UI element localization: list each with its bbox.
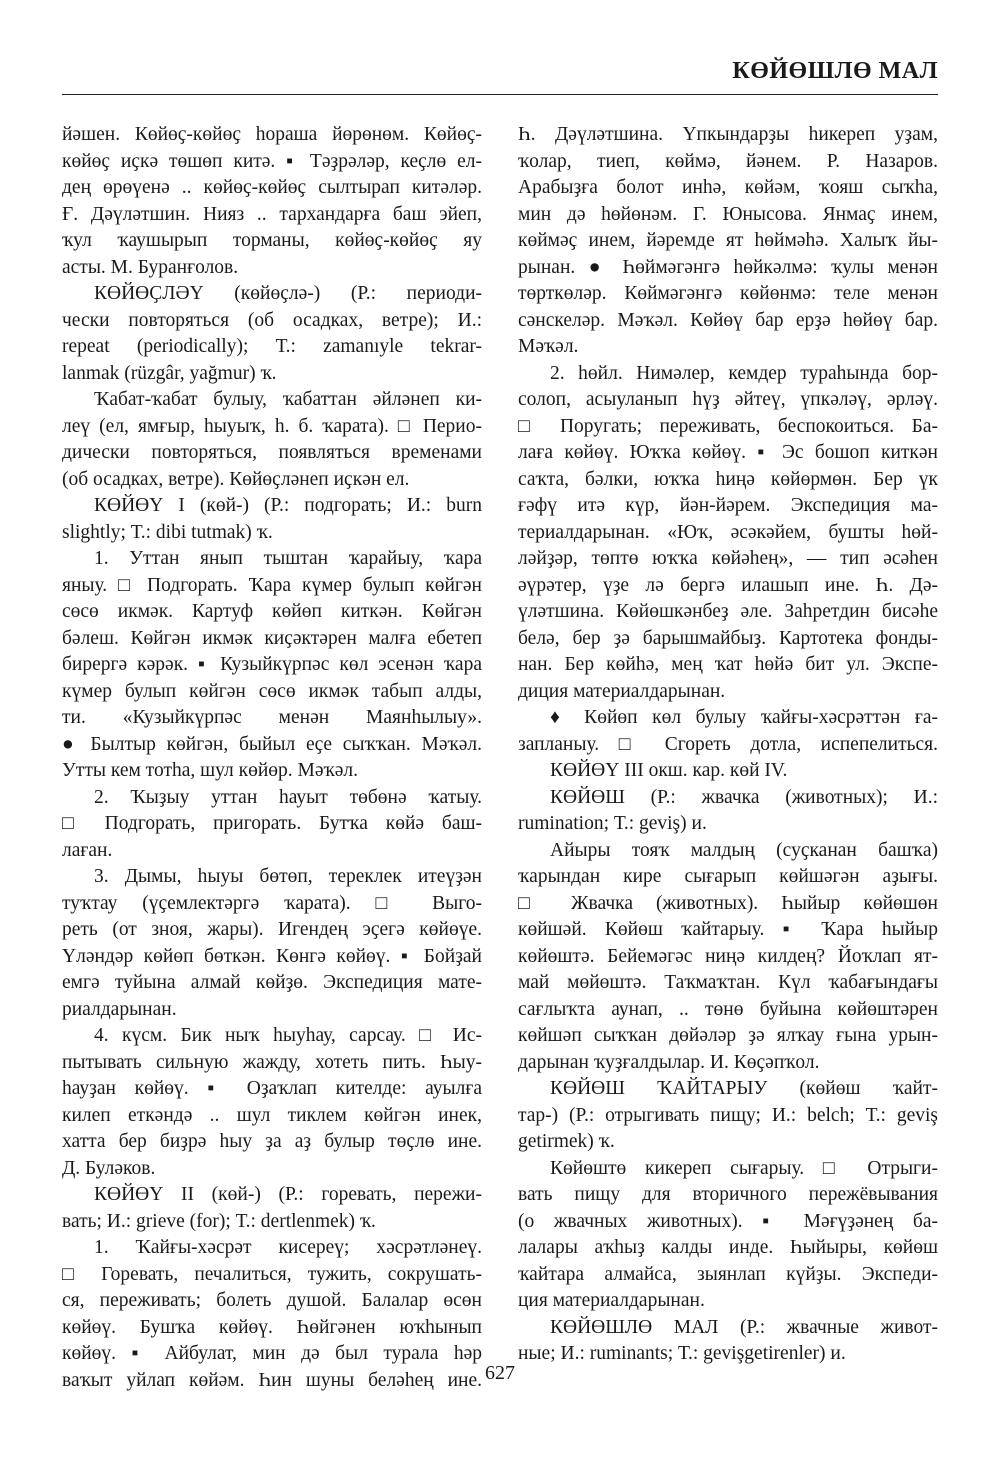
- text-line: сағлыҡта аунап, .. төнө буйына көйөштәрен: [518, 998, 938, 1020]
- text-line: □ Поругать; переживать, беспокоиться. Ба-: [518, 415, 938, 437]
- text-line: көйөү. Бушҡа көйөү. Һөйгәнен юҡһынып: [62, 1316, 482, 1338]
- text-line: ● Былтыр көйгән, быйыл еҫе сыҡҡан. Мәҡәл.: [62, 733, 482, 755]
- text-line: нан. Бер көйһә, мең ҡат һөйә бит ул. Экспе-: [518, 654, 938, 675]
- text-line: саҡта, бәлки, юҡҡа һиңә көйөрмөн. Бер үк: [518, 468, 938, 490]
- text-line: яныу. □ Подгорать. Ҡара күмер булып көйгән: [62, 574, 482, 596]
- text-line: ся, переживать; болеть душой. Балалар өсөн: [62, 1290, 482, 1311]
- text-line: ваҡыт уйлап көйәм. Һин шуны беләһең ине.: [62, 1369, 482, 1391]
- text-line: чески повторяться (об осадках, ветре); И.:: [62, 309, 482, 331]
- text-line: ҡайтара алмайса, зыянлап күйҙы. Экспеди-: [518, 1263, 938, 1285]
- text-line: дически повторяться, появляться временами: [62, 442, 482, 463]
- text-line: ♦ Көйөп көл булыу ҡайғы-хәсрәттән ға-: [550, 707, 938, 728]
- text-line: КӨЙӨШ ҠАЙТАРЫУ (көйөш ҡайт-: [550, 1078, 938, 1099]
- text-line: ҡолар, тиеп, көймә, йәнем. Р. Назаров.: [518, 150, 938, 172]
- text-line: □ Подгорать, пригорать. Бутҡа көйә баш-: [62, 813, 482, 834]
- text-line: (об осадках, ветре). Көйөҫләнеп иҫкән ел.: [62, 468, 410, 490]
- text-line: КӨЙӨҮ II (көй-) (Р.: горевать, пережи-: [94, 1184, 482, 1205]
- text-line: бирергә кәрәк. ▪ Кузыйкүрпәс көл эсенән ҡара: [62, 654, 482, 675]
- text-line: вать пищу для вторичного пережёвывания: [518, 1184, 938, 1205]
- text-line: рынан. ● Һөймәгәнгә һөйкәлмә: ҡулы менән: [518, 256, 938, 278]
- text-line: Арабыҙға болот инһә, көйәм, ҡояш сыҡһа,: [518, 177, 938, 198]
- text-line: дең өрөүенә .. көйөҫ-көйөҫ сылтырап китәләр.: [62, 177, 482, 198]
- left-column: [62, 122, 482, 1394]
- text-line: □ Горевать, печалиться, тужить, сокрушать-: [62, 1263, 482, 1285]
- text-line: repeat (periodically); Т.: zamanıyle tekrar-: [62, 336, 482, 357]
- text-line: Айыры тояҡ малдың (суҫканан башҡа): [550, 839, 938, 861]
- text-line: белә, бер ҙә барышмайбыҙ. Картотека фонды-: [518, 627, 938, 649]
- text-line: бәлеш. Көйгән икмәк киҫәктәрен малға ебетеп: [62, 627, 482, 649]
- text-line: пытывать сильную жажду, хотеть пить. Һыу-: [62, 1051, 482, 1073]
- text-line: леү (ел, ямғыр, һыуыҡ, һ. б. ҡарата). □ Перио-: [62, 415, 482, 437]
- text-line: КӨЙӨҮ III окш. кар. көй IV.: [550, 760, 788, 781]
- text-line: май мөйөштә. Таҡмаҡтан. Күл ҡабағындағы: [518, 972, 938, 993]
- text-line: емгә туйына алмай көйҙө. Экспедиция мате-: [62, 972, 482, 993]
- text-line: □ Жвачка (животных). Һыйыр көйөшөн: [518, 892, 938, 914]
- text-line: lanmak (rüzgâr, yağmur) ҡ.: [62, 362, 277, 384]
- text-line: көйөштә. Бейемәгәс ниңә килдең? Йоҡлап ят-: [518, 945, 938, 967]
- text-line: мин дә һөйөнәм. Г. Юнысова. Янмаҫ инем,: [518, 203, 938, 225]
- text-line: һауҙан көйөү. ▪ Оҙаҡлап кителде: ауылға: [62, 1078, 482, 1099]
- right-column: [518, 122, 938, 1368]
- text-line: вать; И.: grieve (for); Т.: dertlenmek) ҡ.: [62, 1210, 376, 1232]
- text-line: 1. Ҡайғы-хәсрәт кисереү; хәсрәтләнеү.: [94, 1237, 482, 1258]
- text-line: Һ. Дәүләтшина. Үпкындарҙы һикереп уҙам,: [518, 124, 938, 145]
- text-line: риалдарынан.: [62, 998, 177, 1020]
- page-number: 627: [485, 1362, 515, 1384]
- text-line: көйшәй. Көйөш ҡайтарыу. ▪ Ҡара һыйыр: [518, 919, 938, 940]
- text-line: күмер булып көйгән сөсө икмәк табып алды,: [62, 680, 482, 702]
- text-line: ция материалдарынан.: [518, 1290, 705, 1311]
- text-line: КӨЙӨҪЛӘҮ (көйөҫлә-) (Р.: периоди-: [94, 283, 482, 304]
- text-line: лалары аҡһыҙ калды инде. Һыйыры, көйөш: [518, 1237, 938, 1258]
- text-line: Д. Буләков.: [62, 1157, 156, 1179]
- text-line: килеп еткәндә .. шул тиклем көйгән инек,: [62, 1104, 482, 1126]
- text-line: Ғ. Дәүләтшин. Нияз .. тархандарға баш эйеп,: [62, 203, 482, 225]
- text-line: көймәҫ инем, йәремде ят һөймәһә. Халыҡ йы-: [518, 230, 938, 251]
- text-line: ти. «Кузыйкүрпәс менән Маянһылыу».: [62, 707, 482, 728]
- running-header: [62, 58, 938, 95]
- text-line: көйөҫ иҫкә төшөп китә. ▪ Тәҙрәләр, кеҫлө ел-: [62, 150, 482, 172]
- text-line: 1. Уттан янып тыштан ҡарайыу, ҡара: [94, 548, 482, 569]
- text-line: КӨЙӨШЛӨ МАЛ (Р.: жвачные живот-: [550, 1316, 938, 1338]
- text-line: дарынан ҡуҙғалдылар. И. Көҫәпҡол.: [518, 1051, 820, 1073]
- text-line: slightly; Т.: dibi tutmak) ҡ.: [62, 521, 273, 543]
- text-line: лаға көйөү. Юҡҡа көйөү. ▪ Эс бошоп киткән: [518, 442, 938, 463]
- text-line: ҡарындан кире сығарып көйшәгән аҙығы.: [518, 866, 938, 887]
- text-line: Үләндәр көйөп бөткән. Көнгә көйөү. ▪ Бойҙай: [62, 945, 482, 967]
- text-line: лаған.: [62, 839, 113, 861]
- text-line: туҡтау (үҫемлектәргә ҡарата). □ Выго-: [62, 892, 482, 914]
- text-line: үләтшина. Көйөшкәнбеҙ әле. Заһретдин бисәһе: [518, 601, 938, 622]
- text-line: хатта бер биҙрә һыу ҙа аҙ булыр төҫлө ине.: [62, 1131, 482, 1152]
- text-line: көйөү. ▪ Айбулат, мин дә был турала һәр: [62, 1343, 482, 1364]
- text-line: 3. Дымы, һыуы бөтөп, тереклек итеүҙән: [94, 866, 482, 887]
- text-line: ҡул ҡаушырып торманы, көйөҫ-көйөҫ яу: [62, 230, 482, 251]
- text-line: Көйөштө кикереп сығарыу. □ Отрыги-: [550, 1157, 938, 1179]
- text-line: териалдарынан. «Юҡ, әсәкәйем, бушты һөй-: [518, 521, 938, 543]
- text-line: тар-) (Р.: отрыгивать пищу; И.: belch; Т.: geviş: [518, 1104, 938, 1126]
- text-line: Ҡабат-ҡабат булыу, ҡабаттан әйләнеп ки-: [94, 389, 482, 410]
- text-line: төрткөләр. Көймәгәнгә көйөнмә: теле менән: [518, 283, 938, 304]
- text-line: сөсө икмәк. Картуф көйөп киткән. Көйгән: [62, 601, 482, 622]
- text-line: ные; И.: ruminants; Т.: gevişgetirenler) и.: [518, 1343, 846, 1364]
- text-line: getirmek) ҡ.: [518, 1131, 615, 1152]
- text-line: реть (от зноя, жары). Игендең эҫегә көйөүе.: [62, 919, 482, 940]
- text-line: запланыу. □ Сгореть дотла, испепелиться.: [518, 733, 938, 755]
- text-line: КӨЙӨҮ I (көй-) (Р.: подгорать; И.: burn: [94, 495, 482, 516]
- text-line: КӨЙӨШ (Р.: жвачка (животных); И.:: [550, 786, 938, 808]
- text-line: (о жвачных животных). ▪ Мәғүҙәнең ба-: [518, 1210, 938, 1232]
- header-title: КӨЙӨШЛӨ МАЛ: [732, 58, 938, 84]
- text-line: әүрәтер, үҙе лә бергә илашып ине. Һ. Дә-: [518, 574, 938, 596]
- text-line: сәнскеләр. Мәҡәл. Көйөү бар ерҙә һөйөү бар.: [518, 309, 938, 331]
- text-line: диция материалдарынан.: [518, 680, 726, 702]
- text-line: rumination; Т.: geviş) и.: [518, 813, 707, 834]
- text-line: йәшен. Көйөҫ-көйөҫ һораша йөрөнөм. Көйөҫ-: [62, 124, 482, 145]
- text-line: асты. М. Буранғолов.: [62, 256, 239, 278]
- text-line: ғәфү итә күр, йән-йәрем. Экспедиция ма-: [518, 495, 938, 516]
- text-line: көйшәп сыҡҡан дөйәләр ҙә ялҡау ғына урын-: [518, 1025, 938, 1046]
- text-line: ләйҙәр, төптө юҡҡа көйәһең», — тип әсәһен: [518, 548, 938, 569]
- text-line: Мәҡәл.: [518, 336, 579, 357]
- text-line: 4. күсм. Бик ныҡ һыуһау, сарсау. □ Ис-: [94, 1025, 482, 1046]
- text-line: 2. Ҡыҙыу уттан һауыт төбөнә ҡатыу.: [94, 786, 482, 808]
- text-line: 2. һөйл. Нимәлер, кемдер тураһында бор-: [550, 362, 938, 384]
- text-line: Утты кем тотһа, шул көйөр. Мәҡәл.: [62, 760, 358, 781]
- text-line: солоп, асыуланып һүҙ әйтеү, үпкәләү, әрләү.: [518, 389, 938, 410]
